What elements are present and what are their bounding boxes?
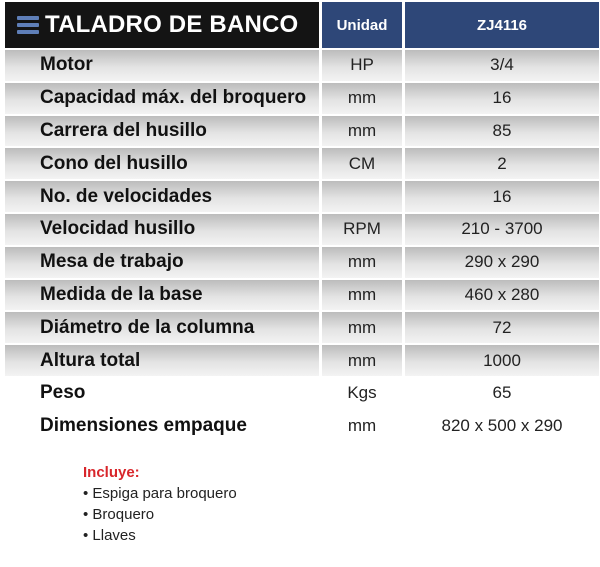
includes-list — [83, 483, 237, 546]
table-row — [5, 116, 599, 147]
spec-name: Cono del husillo — [5, 148, 319, 179]
table-row — [5, 411, 599, 442]
spec-unit: CM — [322, 148, 402, 179]
spec-value: 16 — [405, 181, 599, 212]
spec-value: 820 x 500 x 290 — [405, 411, 599, 442]
unit-column-header: Unidad — [322, 2, 402, 48]
spec-value: 1000 — [405, 345, 599, 376]
table-row — [5, 247, 599, 278]
spec-name: Medida de la base — [5, 280, 319, 311]
includes-item: • Espiga para broquero — [83, 485, 237, 502]
spec-value: 65 — [405, 378, 599, 409]
table-row — [5, 83, 599, 114]
table-row — [5, 378, 599, 409]
spec-name: Velocidad husillo — [5, 214, 319, 245]
table-row — [5, 181, 599, 212]
spec-value: 3/4 — [405, 50, 599, 81]
spec-name: Mesa de trabajo — [5, 247, 319, 278]
spec-unit: Kgs — [322, 378, 402, 409]
table-row — [5, 280, 599, 311]
spec-name: No. de velocidades — [5, 181, 319, 212]
spec-name: Diámetro de la columna — [5, 312, 319, 343]
product-title: TALADRO DE BANCO — [45, 11, 299, 38]
spec-unit: mm — [322, 345, 402, 376]
table-row — [5, 345, 599, 376]
spec-name: Carrera del husillo — [5, 116, 319, 147]
spec-name: Peso — [5, 378, 319, 409]
spec-name: Motor — [5, 50, 319, 81]
spec-table — [5, 2, 599, 442]
spec-rows — [5, 50, 599, 442]
model-column-header: ZJ4116 — [405, 2, 599, 48]
spec-name: Capacidad máx. del broquero — [5, 83, 319, 114]
table-row — [5, 50, 599, 81]
spec-unit: mm — [322, 247, 402, 278]
spec-unit: RPM — [322, 214, 402, 245]
table-row — [5, 214, 599, 245]
spec-unit: mm — [322, 411, 402, 442]
table-header — [5, 2, 599, 48]
spec-unit: mm — [322, 280, 402, 311]
spec-unit: mm — [322, 116, 402, 147]
spec-name: Dimensiones empaque — [5, 411, 319, 442]
includes-title: Incluye: — [83, 464, 140, 481]
spec-unit: mm — [322, 83, 402, 114]
spec-name: Altura total — [5, 345, 319, 376]
spec-unit: mm — [322, 312, 402, 343]
includes-section — [83, 462, 237, 546]
includes-item: • Broquero — [83, 506, 155, 523]
spec-value: 2 — [405, 148, 599, 179]
product-title-cell — [5, 2, 319, 48]
spec-value: 72 — [405, 312, 599, 343]
spec-value: 210 - 3700 — [405, 214, 599, 245]
spec-unit: HP — [322, 50, 402, 81]
spec-unit — [322, 181, 402, 212]
spec-value: 85 — [405, 116, 599, 147]
includes-item: • Llaves — [83, 527, 136, 544]
spec-value: 460 x 280 — [405, 280, 599, 311]
spec-value: 16 — [405, 83, 599, 114]
spec-value: 290 x 290 — [405, 247, 599, 278]
menu-icon — [17, 16, 39, 34]
table-row — [5, 148, 599, 179]
table-row — [5, 312, 599, 343]
